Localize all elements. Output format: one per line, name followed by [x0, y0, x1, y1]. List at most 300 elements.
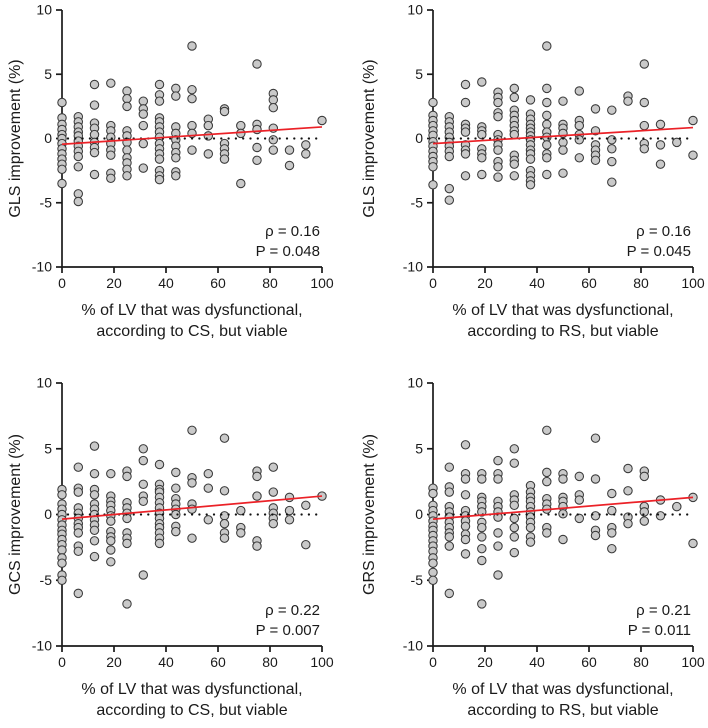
data-point	[608, 136, 616, 144]
data-point	[172, 468, 180, 476]
data-point	[575, 121, 583, 129]
data-point	[445, 184, 453, 192]
data-point	[188, 42, 196, 50]
x-tick-label: 0	[429, 654, 437, 670]
x-axis-title-line1: % of LV that was dysfunctional,	[452, 302, 674, 319]
data-point	[608, 157, 616, 165]
data-point	[510, 523, 518, 531]
data-point	[575, 472, 583, 480]
data-point	[656, 512, 664, 520]
y-tick-label: 5	[44, 440, 52, 457]
data-point	[673, 502, 681, 510]
rho-annotation: ρ = 0.16	[636, 223, 691, 240]
data-point	[90, 470, 98, 478]
data-point	[269, 463, 277, 471]
data-point	[494, 542, 502, 550]
x-axis-title-line2: according to RS, but viable	[467, 702, 659, 719]
data-point	[237, 529, 245, 537]
data-point	[478, 475, 486, 483]
data-point	[302, 141, 310, 149]
data-point	[172, 84, 180, 92]
data-point	[608, 489, 616, 497]
data-point	[478, 545, 486, 553]
data-point	[591, 531, 599, 539]
data-point	[188, 146, 196, 154]
data-point	[575, 514, 583, 522]
data-point	[494, 98, 502, 106]
data-point	[510, 130, 518, 138]
data-point	[656, 120, 664, 128]
data-point	[559, 475, 567, 483]
data-point	[510, 172, 518, 180]
y-tick-label: -5	[39, 194, 52, 211]
data-point	[461, 550, 469, 558]
data-point	[139, 480, 147, 488]
data-point	[220, 534, 228, 542]
y-axis-title: GCS improvement (%)	[7, 434, 24, 595]
y-axis-title: GLS improvement (%)	[7, 59, 24, 218]
x-tick-label: 40	[158, 654, 174, 670]
data-point	[429, 181, 437, 189]
data-point	[172, 527, 180, 535]
data-point	[608, 529, 616, 537]
data-point	[74, 488, 82, 496]
data-point	[74, 529, 82, 537]
data-point	[461, 172, 469, 180]
data-point	[559, 97, 567, 105]
data-point	[640, 517, 648, 525]
data-point	[269, 96, 277, 104]
data-point	[204, 484, 212, 492]
y-tick-label: -5	[410, 194, 423, 211]
data-point	[543, 42, 551, 50]
data-point	[478, 78, 486, 86]
data-point	[74, 589, 82, 597]
data-point	[624, 464, 632, 472]
data-point	[107, 79, 115, 87]
data-point	[543, 477, 551, 485]
data-point	[461, 441, 469, 449]
data-point	[461, 535, 469, 543]
x-tick-label: 100	[310, 654, 334, 670]
data-point	[74, 190, 82, 198]
data-point	[494, 113, 502, 121]
y-tick-label: 10	[407, 1, 423, 18]
data-point	[107, 558, 115, 566]
data-point	[640, 98, 648, 106]
p-value-annotation: P = 0.045	[626, 243, 691, 260]
panel-gls-cs	[0, 0, 354, 364]
data-point	[204, 150, 212, 158]
data-point	[624, 487, 632, 495]
data-point	[624, 97, 632, 105]
data-point	[478, 130, 486, 138]
data-point	[155, 175, 163, 183]
p-value-annotation: P = 0.048	[255, 243, 320, 260]
data-point	[445, 196, 453, 204]
x-tick-label: 80	[633, 654, 649, 670]
x-tick-label: 20	[106, 275, 122, 291]
data-point	[172, 154, 180, 162]
y-tick-label: 5	[415, 65, 423, 82]
data-point	[429, 576, 437, 584]
data-point	[204, 516, 212, 524]
data-point	[269, 488, 277, 496]
data-point	[640, 472, 648, 480]
y-tick-label: -5	[410, 571, 423, 588]
y-tick-label: 10	[36, 374, 52, 391]
data-point	[155, 460, 163, 468]
data-point	[123, 87, 131, 95]
y-tick-label: 0	[44, 506, 52, 522]
data-point	[429, 559, 437, 567]
data-point	[591, 156, 599, 164]
data-point	[107, 537, 115, 545]
x-tick-label: 40	[529, 275, 545, 291]
data-point	[139, 571, 147, 579]
y-tick-label: -10	[402, 258, 423, 275]
data-point	[445, 533, 453, 541]
data-point	[543, 468, 551, 476]
data-point	[204, 470, 212, 478]
data-point	[123, 146, 131, 154]
x-tick-label: 40	[529, 654, 545, 670]
data-point	[591, 434, 599, 442]
data-point	[188, 95, 196, 103]
data-point	[461, 491, 469, 499]
data-point	[461, 522, 469, 530]
data-point	[253, 125, 261, 133]
y-tick-label: 5	[44, 65, 52, 82]
data-point	[640, 145, 648, 153]
data-point	[591, 475, 599, 483]
rho-annotation: ρ = 0.16	[265, 223, 320, 240]
data-point	[139, 121, 147, 129]
panel-gcs-cs	[0, 364, 354, 728]
y-tick-label: 0	[415, 506, 423, 522]
x-axis-title-line1: % of LV that was dysfunctional,	[452, 681, 674, 698]
rho-annotation: ρ = 0.22	[265, 602, 320, 619]
data-point	[526, 155, 534, 163]
data-point	[58, 559, 66, 567]
scatter-plot-gls-rs	[354, 0, 708, 364]
data-point	[559, 535, 567, 543]
y-tick-label: 10	[407, 374, 423, 391]
data-point	[139, 164, 147, 172]
data-point	[494, 571, 502, 579]
data-point	[478, 600, 486, 608]
y-tick-label: -10	[31, 258, 52, 275]
data-point	[494, 173, 502, 181]
data-point	[58, 179, 66, 187]
data-point	[543, 98, 551, 106]
data-point	[58, 98, 66, 106]
x-axis-title-line2: according to CS, but viable	[96, 702, 288, 719]
panel-grs-rs	[354, 364, 708, 728]
data-point	[510, 548, 518, 556]
data-point	[107, 546, 115, 554]
data-point	[494, 475, 502, 483]
data-point	[543, 170, 551, 178]
scatter-plot-gcs-cs	[0, 364, 354, 728]
data-point	[220, 155, 228, 163]
data-point	[302, 501, 310, 509]
data-point	[269, 146, 277, 154]
x-tick-label: 20	[106, 654, 122, 670]
data-point	[90, 170, 98, 178]
data-point	[429, 98, 437, 106]
data-point	[510, 445, 518, 453]
x-tick-label: 80	[262, 275, 278, 291]
rho-annotation: ρ = 0.21	[636, 602, 691, 619]
data-point	[494, 163, 502, 171]
data-point	[285, 493, 293, 501]
data-point	[107, 517, 115, 525]
data-point	[526, 181, 534, 189]
data-point	[429, 489, 437, 497]
data-point	[543, 141, 551, 149]
data-point	[575, 136, 583, 144]
data-point	[478, 523, 486, 531]
data-point	[510, 93, 518, 101]
data-point	[543, 111, 551, 119]
x-tick-label: 80	[262, 654, 278, 670]
data-point	[74, 197, 82, 205]
y-tick-label: -10	[402, 637, 423, 654]
data-point	[526, 538, 534, 546]
data-point	[461, 128, 469, 136]
data-point	[172, 172, 180, 180]
data-point	[107, 151, 115, 159]
x-tick-label: 100	[681, 275, 705, 291]
x-tick-label: 80	[633, 275, 649, 291]
data-point	[285, 516, 293, 524]
y-tick-label: 0	[44, 130, 52, 146]
y-tick-label: 0	[415, 130, 423, 146]
data-point	[656, 141, 664, 149]
p-value-annotation: P = 0.011	[627, 622, 691, 639]
data-point	[139, 497, 147, 505]
data-point	[155, 539, 163, 547]
data-point	[220, 434, 228, 442]
data-point	[559, 169, 567, 177]
data-point	[188, 121, 196, 129]
x-tick-label: 0	[429, 275, 437, 291]
scatter-plot-gls-cs	[0, 0, 354, 364]
data-point	[689, 151, 697, 159]
data-point	[478, 154, 486, 162]
data-point	[689, 116, 697, 124]
data-point	[656, 160, 664, 168]
data-point	[74, 463, 82, 471]
data-point	[575, 154, 583, 162]
x-tick-label: 40	[158, 275, 174, 291]
data-point	[445, 463, 453, 471]
data-point	[543, 120, 551, 128]
data-point	[123, 95, 131, 103]
data-point	[204, 121, 212, 129]
x-axis-title-line1: % of LV that was dysfunctional,	[81, 302, 303, 319]
data-point	[237, 179, 245, 187]
data-point	[220, 107, 228, 115]
data-point	[188, 534, 196, 542]
data-point	[188, 505, 196, 513]
data-point	[155, 155, 163, 163]
data-point	[188, 426, 196, 434]
data-point	[90, 148, 98, 156]
data-point	[461, 98, 469, 106]
data-point	[591, 512, 599, 520]
x-axis-title-line2: according to CS, but viable	[96, 323, 288, 340]
data-point	[526, 523, 534, 531]
data-point	[510, 514, 518, 522]
data-point	[123, 172, 131, 180]
data-point	[220, 512, 228, 520]
x-tick-label: 0	[58, 654, 66, 670]
data-point	[608, 545, 616, 553]
data-point	[445, 488, 453, 496]
data-point	[90, 80, 98, 88]
data-point	[172, 510, 180, 518]
data-point	[107, 174, 115, 182]
data-point	[575, 87, 583, 95]
data-point	[253, 542, 261, 550]
data-point	[123, 539, 131, 547]
data-point	[269, 520, 277, 528]
data-point	[461, 80, 469, 88]
x-axis-title-line1: % of LV that was dysfunctional,	[81, 681, 303, 698]
data-point	[155, 80, 163, 88]
data-point	[90, 491, 98, 499]
data-point	[543, 84, 551, 92]
data-point	[123, 600, 131, 608]
data-point	[58, 546, 66, 554]
data-point	[608, 145, 616, 153]
data-point	[107, 470, 115, 478]
data-point	[253, 492, 261, 500]
data-point	[689, 539, 697, 547]
data-point	[253, 156, 261, 164]
data-point	[285, 161, 293, 169]
data-point	[510, 459, 518, 467]
data-point	[58, 576, 66, 584]
data-point	[123, 102, 131, 110]
data-point	[204, 132, 212, 140]
data-point	[608, 178, 616, 186]
x-tick-label: 60	[210, 654, 226, 670]
data-point	[494, 529, 502, 537]
x-tick-label: 100	[310, 275, 334, 291]
data-point	[445, 542, 453, 550]
y-tick-label: -5	[39, 571, 52, 588]
x-tick-label: 60	[581, 654, 597, 670]
x-tick-label: 20	[477, 654, 493, 670]
x-axis-title-line2: according to RS, but viable	[467, 323, 659, 340]
x-tick-label: 20	[477, 275, 493, 291]
data-point	[478, 533, 486, 541]
data-point	[575, 496, 583, 504]
data-point	[640, 60, 648, 68]
data-point	[510, 533, 518, 541]
data-point	[139, 445, 147, 453]
y-tick-label: -10	[31, 637, 52, 654]
data-point	[90, 101, 98, 109]
data-point	[90, 537, 98, 545]
data-point	[478, 556, 486, 564]
p-value-annotation: P = 0.007	[255, 622, 320, 639]
data-point	[74, 547, 82, 555]
y-tick-label: 5	[415, 440, 423, 457]
data-point	[543, 529, 551, 537]
data-point	[220, 520, 228, 528]
data-point	[188, 86, 196, 94]
data-point	[318, 116, 326, 124]
data-point	[90, 552, 98, 560]
panel-gls-rs	[354, 0, 708, 364]
data-point	[58, 491, 66, 499]
data-point	[172, 484, 180, 492]
data-point	[188, 479, 196, 487]
data-point	[155, 97, 163, 105]
data-point	[139, 97, 147, 105]
data-point	[494, 456, 502, 464]
data-point	[220, 487, 228, 495]
data-point	[269, 136, 277, 144]
data-point	[494, 146, 502, 154]
y-tick-label: 10	[36, 1, 52, 18]
data-point	[58, 165, 66, 173]
data-point	[237, 121, 245, 129]
y-axis-title: GLS improvement (%)	[361, 59, 378, 218]
data-point	[269, 104, 277, 112]
data-point	[445, 589, 453, 597]
data-point	[253, 143, 261, 151]
data-point	[302, 150, 310, 158]
data-point	[123, 472, 131, 480]
data-point	[543, 426, 551, 434]
data-point	[445, 152, 453, 160]
data-point	[139, 456, 147, 464]
data-point	[172, 92, 180, 100]
data-point	[608, 106, 616, 114]
data-point	[90, 442, 98, 450]
x-tick-label: 60	[581, 275, 597, 291]
x-tick-label: 60	[210, 275, 226, 291]
data-point	[253, 60, 261, 68]
data-point	[510, 160, 518, 168]
data-point	[74, 163, 82, 171]
data-point	[74, 152, 82, 160]
data-point	[139, 139, 147, 147]
data-point	[429, 163, 437, 171]
data-point	[624, 520, 632, 528]
data-point	[302, 541, 310, 549]
data-point	[510, 84, 518, 92]
data-point	[559, 146, 567, 154]
data-point	[285, 146, 293, 154]
data-point	[510, 501, 518, 509]
data-point	[461, 150, 469, 158]
y-axis-title: GRS improvement (%)	[361, 434, 378, 595]
data-point	[591, 105, 599, 113]
data-point	[478, 170, 486, 178]
x-tick-label: 0	[58, 275, 66, 291]
data-point	[90, 526, 98, 534]
x-tick-label: 100	[681, 654, 705, 670]
data-point	[640, 121, 648, 129]
scatter-plot-grs-rs	[354, 364, 708, 728]
data-point	[139, 110, 147, 118]
